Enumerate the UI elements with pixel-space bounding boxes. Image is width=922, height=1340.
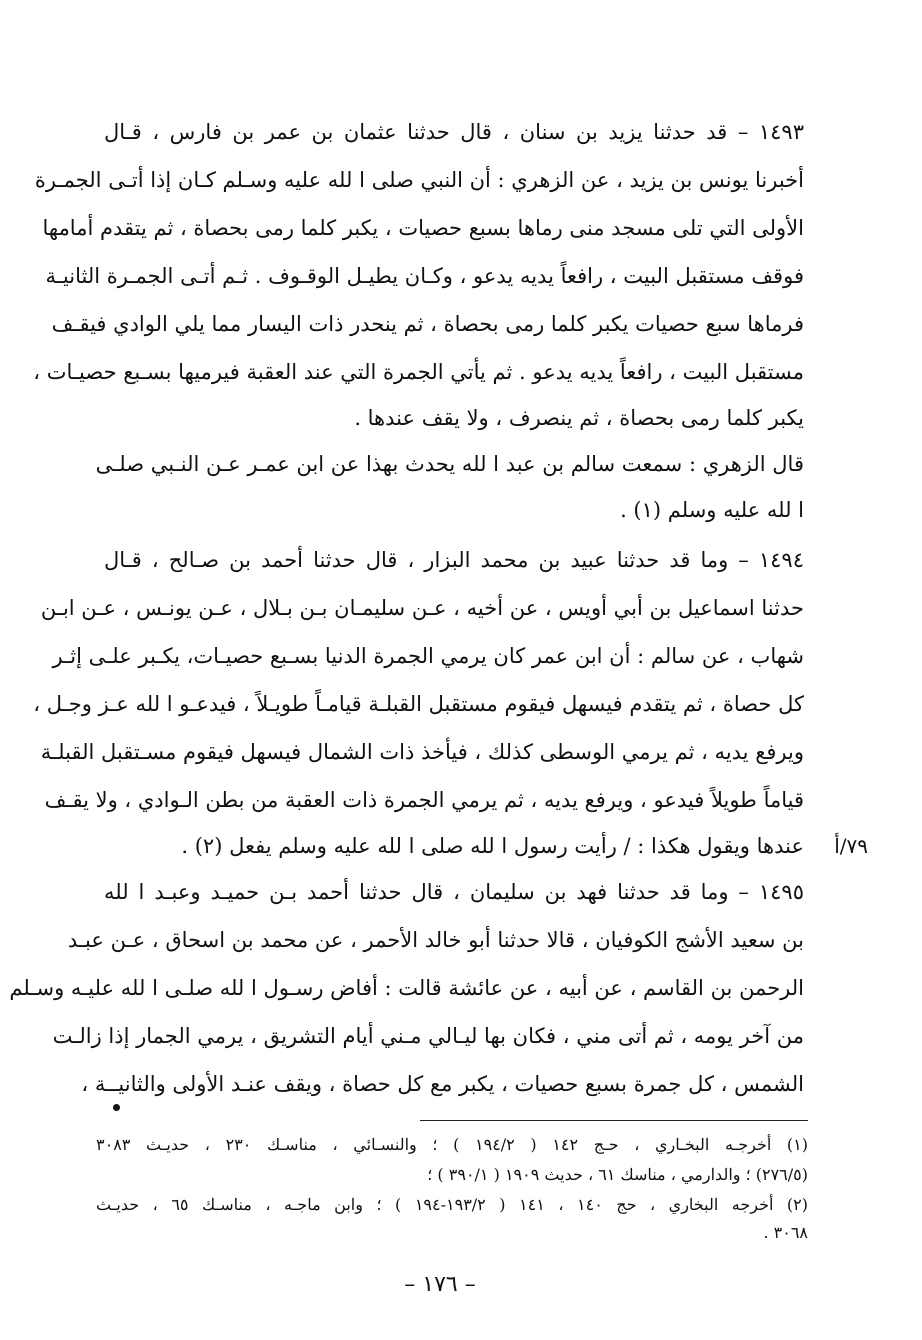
text-line-hadith-1495: ١٤٩٥ – وما قد حدثنا فهد بن سليمان ، قال حدثنا أحمد بـن حميـد وعبـد ا لله: [104, 880, 804, 904]
text-line: أخبرنا يونس بن يزيد ، عن الزهري : أن النبي صلى ا لله عليه وسـلم كـان إذا أتـى الجمـرة: [34, 168, 804, 192]
text-line-hadith-1493: ١٤٩٣ – قد حدثنا يزيد بن سنان ، قال حدثنا عثمان بن عمر بن فارس ، قـال: [104, 120, 804, 144]
bullet-mark: [113, 1104, 120, 1111]
footnote-line: (٢٧٦/٥) ؛ والدارمي ، مناسك ٦١ ، حديث ١٩٠٩ ( ٣٩٠/١ ) ؛: [427, 1165, 808, 1184]
text-line: قال الزهري : سمعت سالم بن عبد ا لله يحدث بهذا عن ابن عمـر عـن النـبي صلـى: [95, 452, 804, 476]
text-line: ويرفع يديه ، ثم يرمي الوسطى كذلك ، فيأخذ ذات الشمال فيسهل فيقوم مسـتقبل القبلـة: [40, 740, 804, 764]
text-line: يكبر كلما رمى بحصاة ، ثم ينصرف ، ولا يقف عندها .: [354, 406, 804, 430]
manuscript-folio-marker: ٧٩/أ: [834, 834, 868, 858]
text-line: بن سعيد الأشج الكوفيان ، قالا حدثنا أبو خالد الأحمر ، عن محمد بن اسحاق ، عـن عبـد: [67, 928, 804, 952]
text-line: الشمس ، كل جمرة بسبع حصيات ، يكبر مع كل حصاة ، ويقف عنـد الأولى والثانيــة ،: [81, 1072, 804, 1096]
footnote-line: (٢) أخرجه البخاري ، حج ١٤٠ ، ١٤١ ( ١٩٣/٢-١٩٤ ) ؛ وابن ماجـه ، مناسـك ٦٥ ، حديـث: [96, 1195, 809, 1214]
text-line: مستقبل البيت ، رافعاً يديه يدعو . ثم يأتي الجمرة التي عند العقبة فيرميها بسـبع حصيـات ،: [33, 360, 804, 384]
text-line-hadith-1494: ١٤٩٤ – وما قد حدثنا عبيد بن محمد البزار ، قال حدثنا أحمد بن صـالح ، قـال: [104, 548, 804, 572]
text-line: فوقف مستقبل البيت ، رافعاً يديه يدعو ، وكـان يطيـل الوقـوف . ثـم أتـى الجمـرة الثانيـة: [45, 264, 804, 288]
text-line: عندها ويقول هكذا : / رأيت رسول ا لله صلى ا لله عليه وسلم يفعل (٢) .: [181, 834, 804, 858]
page-number: – ١٧٦ –: [404, 1272, 476, 1297]
text-line: من آخر يومه ، ثم أتى مني ، فكان بها ليـالي مـني أيام التشريق ، يرمي الجمار إذا زالـت: [52, 1024, 804, 1048]
text-line: حدثنا اسماعيل بن أبي أويس ، عن أخيه ، عـن سليمـان بـن بـلال ، عـن يونـس ، عـن ابـن: [40, 596, 804, 620]
footnote-line: (١) أخرجـه البخـاري ، حـج ١٤٢ ( ١٩٤/٢ ) ؛ والنسـائي ، مناسـك ٢٣٠ ، حديـث ٣٠٨٣: [96, 1135, 808, 1154]
text-line: ا لله عليه وسلم (١) .: [620, 498, 804, 522]
text-line: فرماها سبع حصيات يكبر كلما رمى بحصاة ، ثم ينحدر ذات اليسار مما يلي الوادي فيقـف: [51, 312, 804, 336]
text-line: الأولى التي تلى مسجد منى رماها بسبع حصيات ، يكبر كلما رمى بحصاة ، ثم يتقدم أمامها: [42, 216, 804, 240]
text-line: الرحمن بن القاسم ، عن أبيه ، عن عائشة قالت : أفاض رسـول ا لله صلـى ا لله عليـه وسـلم: [9, 976, 804, 1000]
text-line: قياماً طويلاً فيدعو ، ويرفع يديه ، ثم يرمي الجمرة ذات العقبة من بطن الـوادي ، ولا يقـف: [44, 788, 804, 812]
text-line: شهاب ، عن سالم : أن ابن عمر كان يرمي الجمرة الدنيا بسـبع حصيـات، يكـبر علـى إثـر: [52, 644, 804, 668]
footnote-separator: [420, 1120, 808, 1121]
text-line: كل حصاة ، ثم يتقدم فيسهل فيقوم مستقبل القبلـة قيامـاً طويـلاً ، فيدعـو ا لله عـز وجـل ،: [33, 692, 804, 716]
footnote-line: ٣٠٦٨ .: [763, 1223, 808, 1242]
